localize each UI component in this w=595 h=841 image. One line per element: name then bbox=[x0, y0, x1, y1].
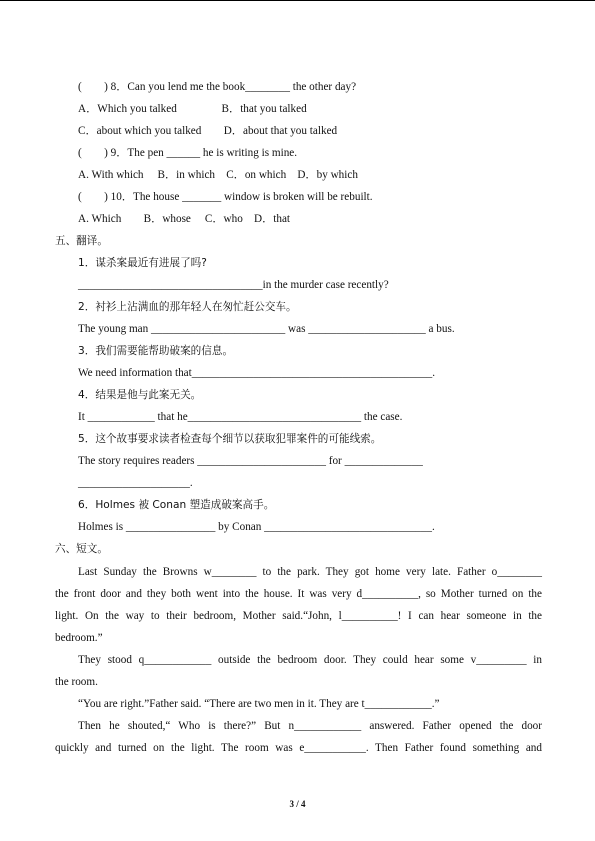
translation-5-english-continued: ____________________. bbox=[78, 477, 193, 489]
passage-line: the front door and they both went into the house. It was very d__________, so Mother turned on the bbox=[55, 588, 542, 600]
passage-line: They stood q____________ outside the bedroom door. They could hear some v_________ in bbox=[78, 654, 542, 666]
question-8: ( ) 8．Can you lend me the book________ the other day? bbox=[78, 81, 357, 93]
question-8-options-ab: A．Which you talked B．that you talked bbox=[78, 103, 307, 115]
passage-line: the room. bbox=[55, 676, 98, 688]
translation-2-english: The young man ________________________ was _____________________ a bus. bbox=[78, 323, 455, 335]
page-number: 3 / 4 bbox=[289, 799, 306, 809]
translation-5-english: The story requires readers _______________________ for ______________ bbox=[78, 455, 423, 467]
passage-line: Then he shouted,“ Who is there?” But n____________ answered. Father opened the door bbox=[78, 720, 542, 732]
translation-1-english: _________________________________in the murder case recently? bbox=[78, 279, 389, 291]
passage-line: quickly and turned on the light. The room was e___________. Then Father found something and bbox=[55, 742, 542, 754]
translation-6-chinese: 6．Holmes 被 Conan 塑造成破案高手。 bbox=[78, 499, 275, 511]
section-heading-translation: 五、翻译。 bbox=[55, 235, 108, 247]
passage-line: bedroom.” bbox=[55, 632, 103, 644]
passage-line: “You are right.”Father said. “There are two men in it. They are t____________.” bbox=[78, 698, 440, 710]
translation-3-chinese: 3．我们需要能帮助破案的信息。 bbox=[78, 345, 234, 357]
question-10-options: A. Which B．whose C．who D．that bbox=[78, 213, 291, 225]
question-8-options-cd: C．about which you talked D．about that you talked bbox=[78, 125, 338, 137]
question-9: ( ) 9．The pen ______ he is writing is mine. bbox=[78, 147, 298, 159]
question-10: ( ) 10．The house _______ window is broken will be rebuilt. bbox=[78, 191, 373, 203]
translation-6-english: Holmes is ________________ by Conan ______________________________. bbox=[78, 521, 435, 533]
question-9-options: A. With which B．in which C．on which D．by which bbox=[78, 169, 358, 181]
passage-line: Last Sunday the Browns w________ to the park. They got home very late. Father o________ bbox=[78, 566, 542, 578]
section-heading-passage: 六、短文。 bbox=[55, 543, 108, 555]
translation-2-chinese: 2．衬衫上沾满血的那年轻人在匆忙赶公交车。 bbox=[78, 301, 297, 313]
translation-4-english: It ____________ that he_______________________________ the case. bbox=[78, 411, 403, 423]
translation-3-english: We need information that___________________________________________. bbox=[78, 367, 436, 379]
translation-1-chinese: 1．谋杀案最近有进展了吗? bbox=[78, 257, 207, 269]
translation-4-chinese: 4．结果是他与此案无关。 bbox=[78, 389, 202, 401]
translation-5-chinese: 5．这个故事要求读者检查每个细节以获取犯罪案件的可能线索。 bbox=[78, 433, 382, 445]
passage-line: light. On the way to their bedroom, Mother said.“John, l__________! I can hear someone in the bbox=[55, 610, 542, 622]
